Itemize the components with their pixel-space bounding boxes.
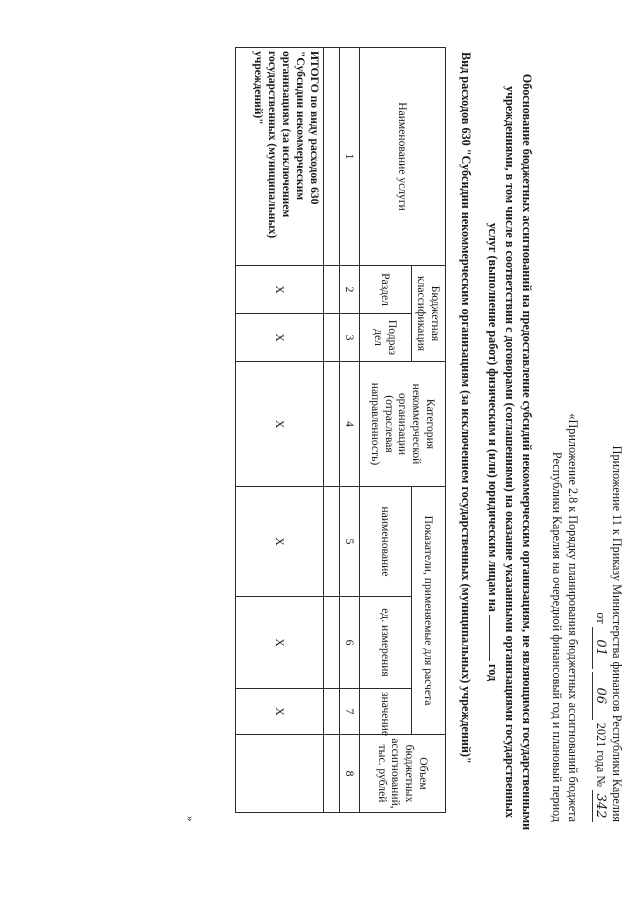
title-line-3-suffix: год xyxy=(486,664,500,682)
total-cell-section: X xyxy=(236,266,324,314)
table-cell xyxy=(324,487,340,597)
col-header-section: Раздел xyxy=(360,266,412,314)
total-row xyxy=(236,48,324,813)
col-header-indicators: Показатели, применяемые для расчета xyxy=(412,487,446,735)
col-header-category: Категория некоммерческой организации (отраслевая направленность) xyxy=(360,362,446,487)
col-header-indicator-unit: ед. измерения xyxy=(360,597,412,689)
annex-line-2: Республики Карелия на очередной финансовый год и плановый период xyxy=(550,451,564,822)
budget-table xyxy=(235,47,446,813)
column-number: 6 xyxy=(340,597,360,689)
rotated-document-content xyxy=(2,2,638,902)
col-header-service-name: Наименование услуги xyxy=(360,48,446,266)
column-number: 1 xyxy=(340,48,360,266)
col-header-subsection: Подраз дел xyxy=(360,314,412,362)
column-number-row xyxy=(340,48,360,813)
total-cell-indicator-unit: X xyxy=(236,597,324,689)
date-month: 06 xyxy=(592,672,608,720)
date-year: 2021 года № xyxy=(594,722,608,787)
table-cell xyxy=(324,597,340,689)
column-number: 2 xyxy=(340,266,360,314)
table-cell xyxy=(324,266,340,314)
date-day: 01 xyxy=(592,627,608,669)
total-row-label: ИТОГО по виду расходов 630 "Субсидии некоммерческим организациям (за исключением государственных (муниципальных) учреждений)" xyxy=(236,48,324,266)
table-cell xyxy=(324,689,340,735)
col-header-indicator-name: наименование xyxy=(360,487,412,597)
col-header-volume: Объем бюджетных ассигнований, тыс. рублей xyxy=(360,735,446,813)
total-cell-category: X xyxy=(236,362,324,487)
table-cell xyxy=(324,735,340,813)
title-line-1: Обоснование бюджетных ассигнований на предоставление субсидий некоммерческим организациям, не являющимся государственными xyxy=(520,73,534,831)
title-line-3-text: услуг (выполнение работ) физическим и (или) юридическим лицам на xyxy=(486,222,500,612)
table-cell xyxy=(324,48,340,266)
total-cell-volume xyxy=(236,735,324,813)
annex-line-1: «Приложение 2.8 к Порядку планирования бюджетных ассигнований бюджета xyxy=(566,413,580,822)
total-cell-subsection: X xyxy=(236,314,324,362)
column-number: 5 xyxy=(340,487,360,597)
column-number: 8 xyxy=(340,735,360,813)
closing-quote-mark: » xyxy=(184,816,196,822)
header-row-1 xyxy=(412,48,446,813)
col-header-indicator-value: значение xyxy=(360,689,412,735)
year-blank xyxy=(489,615,500,661)
total-cell-indicator-value: X xyxy=(236,689,324,735)
title-line-2: учреждениями, в том числе в соответствии с договорами (соглашениями) на оказание указанными организациями государственных xyxy=(503,85,517,819)
expense-type: Вид расходов 630 "Субсидии некоммерческим организациям (за исключением государственных (муниципальных) учреждений)" xyxy=(459,52,473,764)
order-number: 342 xyxy=(592,790,608,822)
table-cell xyxy=(324,362,340,487)
table-cell xyxy=(324,314,340,362)
appendix-line: Приложение 11 к Приказу Министерства финансов Республики Карелия xyxy=(610,445,624,822)
col-header-budget-classification: Бюджетная классификация xyxy=(412,266,446,362)
table-row-empty xyxy=(324,48,340,813)
order-date-line xyxy=(592,522,608,822)
column-number: 4 xyxy=(340,362,360,487)
total-cell-indicator-name: X xyxy=(236,487,324,597)
column-number: 7 xyxy=(340,689,360,735)
date-prefix: от xyxy=(594,612,608,624)
column-number: 3 xyxy=(340,314,360,362)
title-line-3 xyxy=(485,22,500,882)
